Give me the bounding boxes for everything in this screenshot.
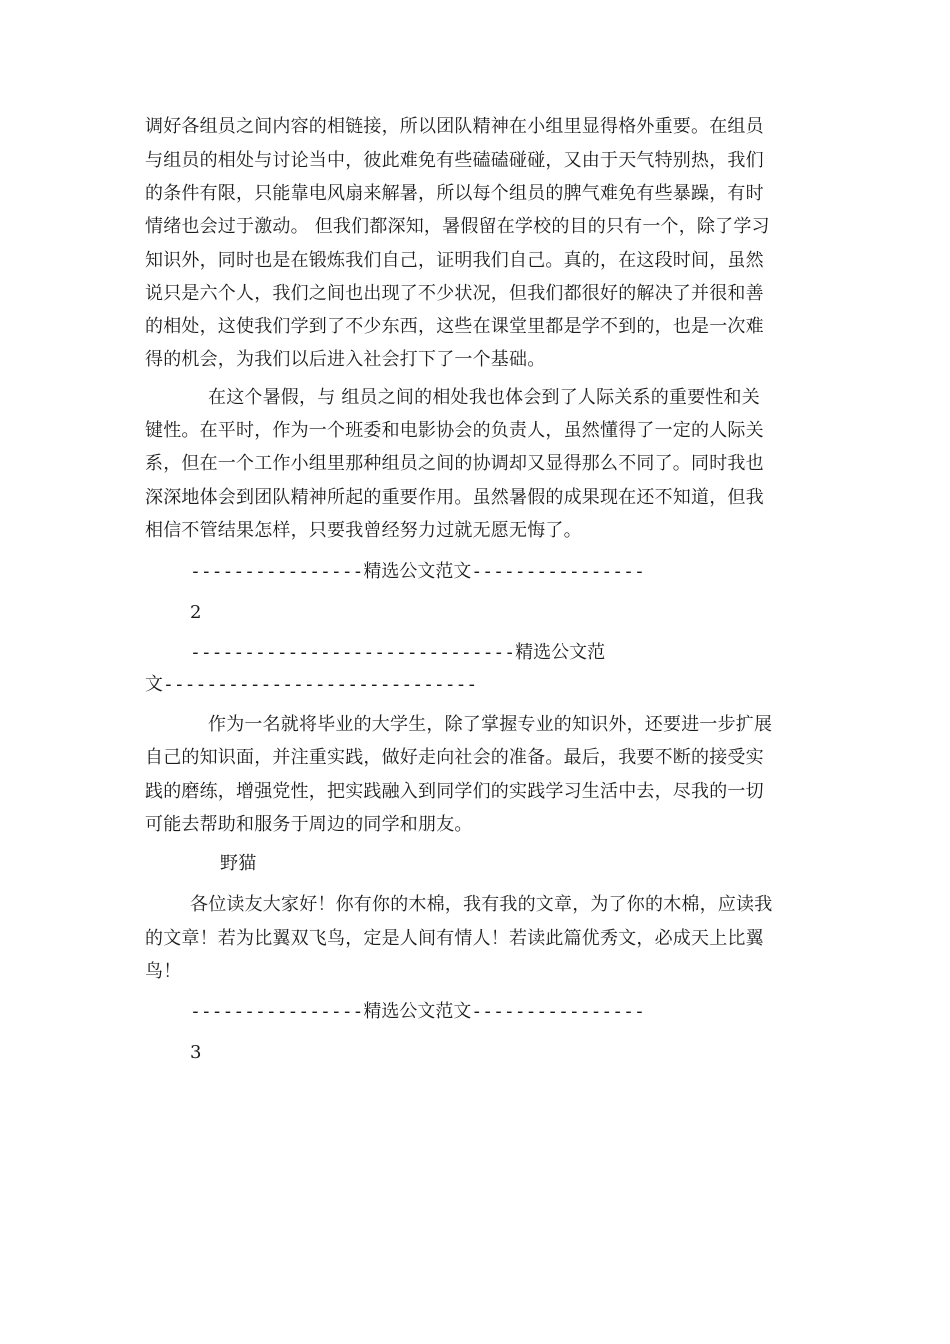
paragraph-2-line-2: 键性。在平时，作为一个班委和电影协会的负责人，虽然懂得了一定的人际关 xyxy=(145,420,764,441)
paragraph-4-line-1: 各位读友大家好！你有你的木棉，我有我的文章，为了你的木棉，应读我 xyxy=(190,894,773,915)
paragraph-3-line-3: 践的磨练，增强党性，把实践融入到同学们的实践学习生活中去，尽我的一切 xyxy=(145,781,764,802)
paragraph-4-line-2: 的文章！若为比翼双飞鸟，定是人间有情人！若读此篇优秀文，必成天上比翼 xyxy=(145,928,764,949)
paragraph-2-line-1: 在这个暑假，与 组员之间的相处我也体会到了人际关系的重要性和关 xyxy=(208,387,760,408)
paragraph-1-line-2: 与组员的相处与讨论当中，彼此难免有些磕磕碰碰，又由于天气特别热，我们 xyxy=(145,150,764,171)
paragraph-1-line-7: 的相处，这使我们学到了不少东西，这些在课堂里都是学不到的，也是一次难 xyxy=(145,316,764,337)
page-number: 2 xyxy=(190,602,202,623)
separator-line: ------------------------------精选公文范 xyxy=(190,642,606,663)
paragraph-2-line-4: 深深地体会到团队精神所起的重要作用。虽然暑假的成果现在还不知道，但我 xyxy=(145,487,764,508)
paragraph-3-line-1: 作为一名就将毕业的大学生，除了掌握专业的知识外，还要进一步扩展 xyxy=(208,714,773,735)
paragraph-3-line-4: 可能去帮助和服务于周边的同学和朋友。 xyxy=(145,814,473,835)
paragraph-1-line-5: 知识外，同时也是在锻炼我们自己，证明我们自己。真的，在这段时间，虽然 xyxy=(145,250,764,271)
paragraph-2-line-3: 系，但在一个工作小组里那种组员之间的协调却又显得那么不同了。同时我也 xyxy=(145,453,764,474)
page-number: 3 xyxy=(190,1042,202,1063)
paragraph-3-line-2: 自己的知识面，并注重实践，做好走向社会的准备。最后，我要不断的接受实 xyxy=(145,747,764,768)
paragraph-1-line-1: 调好各组员之间内容的相链接，所以团队精神在小组里显得格外重要。在组员 xyxy=(145,116,764,137)
paragraph-4-line-3: 鸟！ xyxy=(145,961,182,982)
paragraph-1-line-3: 的条件有限，只能靠电风扇来解暑，所以每个组员的脾气难免有些暴躁，有时 xyxy=(145,183,764,204)
separator-line-continued: 文----------------------------- xyxy=(145,674,478,695)
author-name: 野猫 xyxy=(220,853,257,874)
paragraph-1-line-8: 得的机会，为我们以后进入社会打下了一个基础。 xyxy=(145,349,546,370)
separator-line: ----------------精选公文范文---------------- xyxy=(190,1001,645,1022)
paragraph-2-line-5: 相信不管结果怎样，只要我曾经努力过就无愿无悔了。 xyxy=(145,520,582,541)
paragraph-1-line-6: 说只是六个人，我们之间也出现了不少状况，但我们都很好的解决了并很和善 xyxy=(145,283,764,304)
paragraph-1-line-4: 情绪也会过于激动。 但我们都深知，暑假留在学校的目的只有一个，除了学习 xyxy=(145,216,770,237)
separator-line: ----------------精选公文范文---------------- xyxy=(190,561,645,582)
